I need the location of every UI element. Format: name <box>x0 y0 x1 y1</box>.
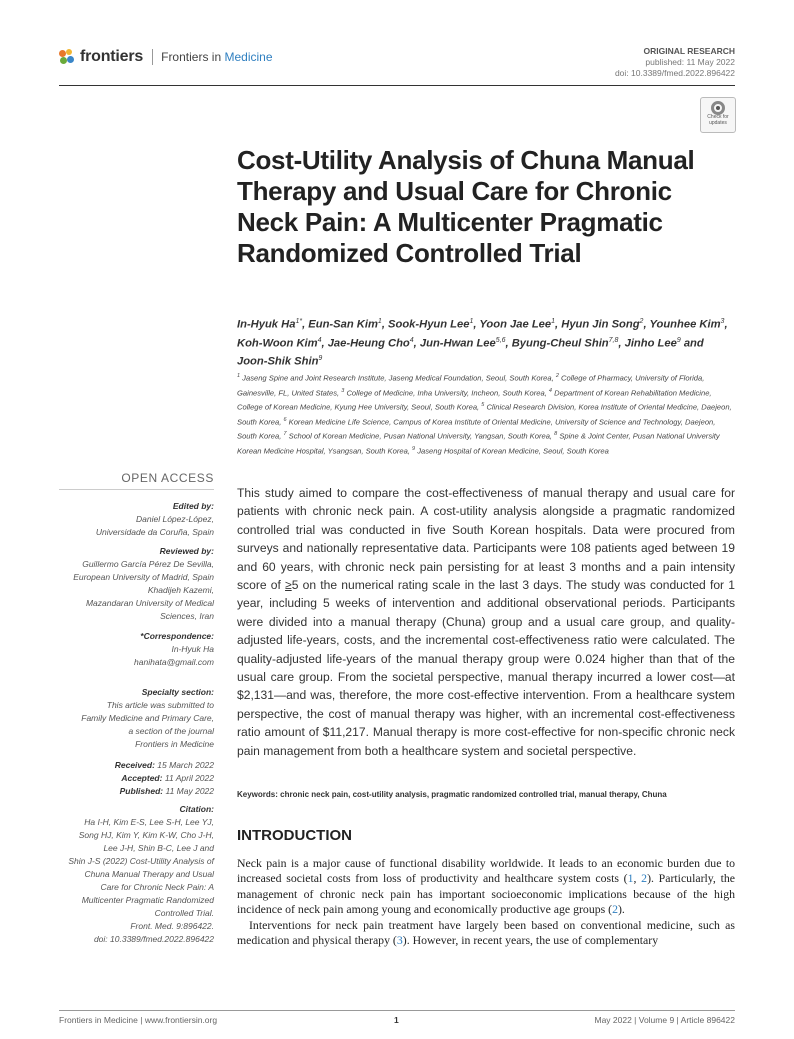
section-heading-introduction: INTRODUCTION <box>237 827 352 844</box>
keywords: Keywords: chronic neck pain, cost-utility analysis, pragmatic randomized controlled trial, manual therapy, Chuna <box>237 790 667 799</box>
author-list: In-Hyuk $Ha^{1*}$, Eun-San Kim$^1$, Sook-Hyun Lee$^1$, Yoon Jae Lee$^1$, Hyun Jin Song$^2$, Younhee Kim$^3$, Koh-Woon Kim$^4$, Jae-Heung Cho$^4$, Jun-Hwan Lee$^{5,6}$, Byung-Cheul Shin$^{7,8}$, Jinho Lee$^9$ and Joon-Shik Shin$^9$ <box>237 318 728 369</box>
journal-name: Frontiers in Medicine <box>161 50 273 64</box>
brand-name: frontiers <box>80 48 144 65</box>
crossmark-icon <box>711 101 725 115</box>
affiliation-text: Clinical Research Division, Korea Institute of Oriental Medicine, Daejeon, South Korea, <box>237 402 732 427</box>
article-meta <box>615 46 735 79</box>
author-affiliation-mark: 1 <box>377 318 382 325</box>
author-affiliation-mark: 9 <box>318 355 323 363</box>
affiliation-number: 9 <box>412 445 416 452</box>
author-name[interactable]: Jun-Hwan Lee <box>419 337 496 350</box>
footer-journal[interactable]: Frontiers in Medicine | www.frontiersin.org <box>59 1015 218 1025</box>
affiliation-number: 3 <box>341 387 345 394</box>
article-doi[interactable]: doi: 10.3389/fmed.2022.896422 <box>614 68 735 78</box>
author-name[interactable]: Eun-San Kim <box>308 318 378 331</box>
edited-by-section: Edited by : Daniel López-López, Universidade da Coruña, Spain <box>44 500 214 539</box>
frontiers-logo[interactable] <box>59 48 273 66</box>
author-name[interactable]: Jinho Lee <box>624 337 677 350</box>
published-date: published: 11 May 2022 <box>645 57 735 67</box>
paragraph: Interventions for neck pain treatment have largely been based on conventional medicine, such as medication and physical therapy (3). However, in recent years, the use of complementary <box>237 917 735 948</box>
affiliation-text: Korean Medicine Life Science, Campus of Korea Institute of Oriental Medicine, University of Science and Technology, Daejeon, South Korea, <box>237 417 716 441</box>
header-divider <box>59 85 735 86</box>
author-name[interactable]: Koh-Woon Kim <box>237 337 318 350</box>
author-name[interactable]: Sook-Hyun Lee <box>388 318 470 331</box>
open-access-label: OPEN ACCESS <box>121 471 214 485</box>
reviewed-by-section: Reviewed by : Guillermo García Pérez De Sevilla, European University of Madrid, Spain Khadijeh Kazemi, Mazandaran University of Medical Sciences, Iran <box>44 545 214 623</box>
paragraph: Neck pain is a major cause of functional disability worldwide. It leads to an economic burden due to increased societal costs from loss of productivity and healthcare system costs (1, 2). Particularly, the management of chronic neck pain has important socioeconomic implications because of the high incidence of neck pain among young and economically productive age groups (2). <box>237 856 736 917</box>
citation-section: Citation : Ha I-H, Kim E-S, Lee S-H, Lee YJ, Song HJ, Kim Y, Kim K-W, Cho J-H, Lee J-H, Shin B-C, Lee J and Shin J-S (2022) Cost-Utility Analysis of Chuna Manual Therapy and Usual Care for Chronic Neck Pain: A Multicenter Pragmatic Randomized Controlled Trial. Front. Med. 9:896422. doi: 10.3389/fmed.2022.896422 <box>44 803 214 946</box>
specialty-section: Specialty section : This article was submitted to Family Medicine and Primary Care, a section of the journal Frontiers in Medicine <box>44 686 214 751</box>
author-name[interactable]: Younhee Kim <box>649 318 721 331</box>
author-affiliation-mark: 4 <box>317 336 322 344</box>
author-affiliation-mark: 7,8 <box>608 336 619 344</box>
footer-issue: May 2022 | Volume 9 | Article 896422 <box>594 1015 735 1025</box>
affiliation-number: 7 <box>283 431 287 438</box>
citation-link[interactable]: 3 <box>396 933 403 948</box>
article-title: Cost-Utility Analysis of Chuna Manual Therapy and Usual Care for Chronic Neck Pain: A Multicenter Pragmatic Randomized Controlled Trial <box>237 145 695 268</box>
affiliation-number: 4 <box>548 387 552 394</box>
citation-doi[interactable]: doi: 10.3389/fmed.2022.896422 <box>93 934 214 944</box>
author-affiliation-mark: 3 <box>720 318 725 325</box>
logo-divider <box>152 49 153 65</box>
author-affiliation-mark: 1* <box>295 318 303 325</box>
introduction-text <box>237 856 735 948</box>
affiliation-number: 1 <box>237 373 241 379</box>
affiliation-text: College of Pharmacy, University of Florida, Gainesville, FL, United States, <box>237 373 705 398</box>
citation-link[interactable]: 1 <box>627 871 634 886</box>
frontiers-logo-icon <box>59 49 75 65</box>
affiliation-text: Jaseng Spine and Joint Research Institute, Jaseng Medical Foundation, Seoul, South Korea, <box>240 373 556 383</box>
author-name[interactable]: Joon-Shik Shin <box>237 356 319 369</box>
author-affiliation-mark: 5,6 <box>495 336 506 344</box>
affiliations <box>237 370 737 457</box>
author-name[interactable]: Jae-Heung Cho <box>327 337 410 350</box>
affiliation-number: 6 <box>283 416 287 423</box>
accepted-date: 11 April 2022 <box>164 773 214 783</box>
sidebar-divider <box>59 489 214 490</box>
affiliation-text: Jaseng Hospital of Korean Medicine, Seoul, South Korea <box>415 446 609 456</box>
affiliation-text: Spine & Joint Center, Pusan National University Korean Medicine Hospital, Ysangsan, South Korea, <box>237 431 720 456</box>
citation-link[interactable]: 2 <box>612 902 618 917</box>
correspondence-section: *Correspondence : In-Hyuk Ha hanihata@gmail.com <box>44 630 214 669</box>
page-number: 1 <box>394 1015 399 1025</box>
author-affiliation-mark: 1 <box>469 318 474 325</box>
correspondence-email[interactable]: hanihata@gmail.com <box>134 657 214 667</box>
author-affiliation-mark: 1 <box>551 318 556 325</box>
article-type: ORIGINAL RESEARCH <box>643 46 735 56</box>
author-name[interactable]: Yoon Jae Lee <box>479 318 552 331</box>
affiliation-text: College of Medicine, Inha University, Incheon, South Korea, <box>344 388 549 398</box>
published-date-side: 11 May 2022 <box>165 786 214 796</box>
author-affiliation-mark: 2 <box>639 318 644 325</box>
author-affiliation-mark: 4 <box>409 336 414 344</box>
affiliation-text: School of Korean Medicine, Pusan National University, Yangsan, South Korea, <box>286 431 555 441</box>
affiliation-number: 2 <box>555 373 559 379</box>
author-name[interactable]: Byung-Cheul Shin <box>511 337 609 350</box>
author-affiliation-mark: 9 <box>676 336 681 344</box>
citation-link[interactable]: 2 <box>641 871 648 886</box>
author-name[interactable]: In-Hyuk Ha <box>237 318 296 331</box>
received-date: 15 March 2022 <box>157 760 214 770</box>
dates-section: Received : 15 March 2022 Accepted : 11 April 2022 Published : 11 May 2022 <box>44 759 214 798</box>
check-for-updates-badge[interactable]: Check for updates <box>700 97 736 133</box>
abstract: This study aimed to compare the cost-effectiveness of manual therapy and usual care for patients with chronic neck pain. A cost-utility analysis alongside a pragmatic randomized controlled trial was conducted in five South Korean hospitals. Data were procured from surveys and nationally representative data. Participants were 108 patients aged between 19 and 60 years, with chronic neck pain persisting for at least 3 months and a pain intensity score of ≥5 on the numerical rating scale in the last 3 days. The study was conducted for 1 year, including 5 weeks of intervention and additional observational periods. Participants were divided into a manual therapy (Chuna) group and a usual care group, and quality-adjusted life-years, costs, and the incremental cost-effectiveness ratio were calculated. The quality-adjusted life-years of the manual therapy group were 0.024 higher than that of the usual care group. From the societal perspective, manual therapy incurred a lower cost—at $2,131—and was, therefore, the more cost-effective intervention. From a healthcare system perspective, the cost of manual therapy was higher, with an incremental cost-effectiveness ratio amount of $11,217. Manual therapy is more cost-effective for non-specific chronic neck pain management from both a healthcare system and societal perspective. <box>237 486 735 758</box>
affiliation-number: 8 <box>554 431 558 438</box>
affiliation-text: Department of Korean Rehabilitation Medicine, College of Korean Medicine, Kyung Hee University, Seoul, South Korea, <box>237 388 712 412</box>
author-name[interactable]: Hyun Jin Song <box>561 318 640 331</box>
affiliation-number: 5 <box>481 402 485 409</box>
footer-divider <box>59 1010 735 1011</box>
